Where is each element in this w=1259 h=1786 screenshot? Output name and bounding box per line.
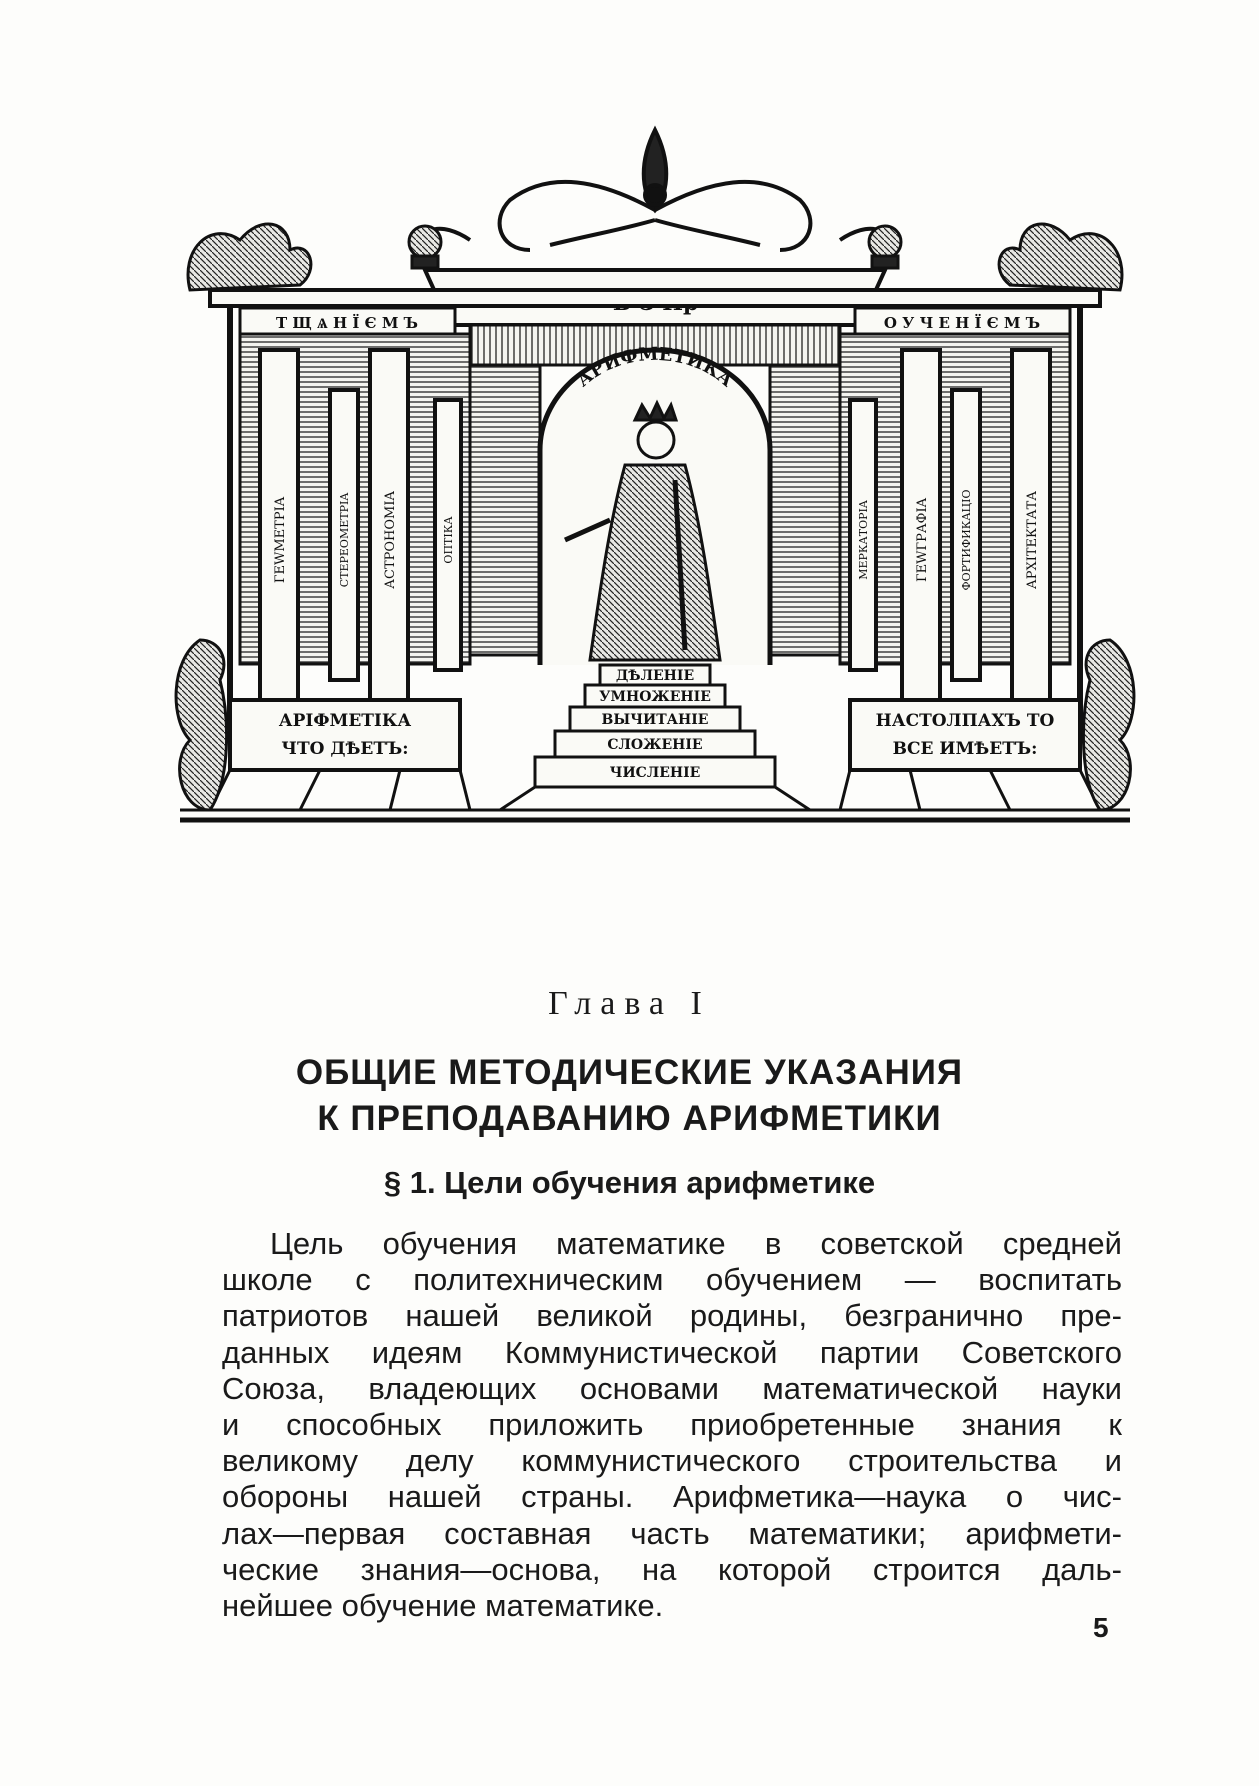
page-number: 5 <box>1093 1612 1109 1643</box>
plinth-left-line: ЧТО ДѢЕТЪ: <box>281 739 409 759</box>
scroll-ornament-left <box>176 640 227 810</box>
column-label: СТЕРЕОМЕТРIA <box>338 492 351 588</box>
paragraph-line: ческие знания—основа, на которой строится даль- <box>222 1551 1122 1587</box>
paragraph-line: данных идеям Коммунистической партии Советского <box>222 1334 1122 1370</box>
plinth-right-line: НАСТОЛПАХЪ ТО <box>875 711 1055 731</box>
paragraph-line: обороны нашей страны. Арифметика—наука о чис- <box>222 1479 1122 1515</box>
column-label: ГЕWГРАФIA <box>915 498 930 582</box>
column-label: АСТРОНОМIA <box>383 491 398 589</box>
plinth-right-line: ВСЕ ИМѢЕТЪ: <box>892 739 1038 759</box>
paragraph-line: великому делу коммунистического строительства и <box>222 1443 1122 1479</box>
paragraph-line: Цель обучения математике в советской средней <box>270 1226 1122 1261</box>
corner-ornament-left <box>188 224 441 290</box>
paragraph-line: нейшее обучение математике. <box>222 1588 664 1624</box>
step-label: ВЫЧИТАНIЕ <box>601 712 709 728</box>
column-label: ОПТIКА <box>442 516 455 564</box>
arch-inscription: АРИФМЕТИКА <box>572 343 738 392</box>
step-label: ЧИСЛЕНIЕ <box>609 765 701 781</box>
paragraph-line: лах—первая составная часть математики; арифмети- <box>222 1515 1122 1551</box>
column-label: ФОРТИФИКАЦIO <box>960 489 973 591</box>
corner-ornament-right <box>869 224 1122 290</box>
crest-ornament <box>424 130 886 250</box>
column-label: ГЕWМЕТРIA <box>273 496 288 584</box>
steps <box>535 665 775 787</box>
scroll-ornament-right <box>1083 640 1134 810</box>
step-label: УМНОЖЕНIЕ <box>599 689 711 705</box>
column-label: МЕРКАТОРIA <box>857 500 870 580</box>
chapter-label: Глава I <box>548 985 711 1022</box>
body-paragraph <box>222 1226 1122 1624</box>
paragraph-line: Союза, владеющих основами математической науки <box>222 1370 1122 1406</box>
paragraph-line: школе с политехническим обучением — воспитать <box>222 1262 1122 1298</box>
chapter-heading <box>0 1050 1259 1142</box>
paragraph-line: и способных приложить приобретенные знания к <box>222 1407 1122 1443</box>
chapter-heading-line: ОБЩИЕ МЕТОДИЧЕСКИЕ УКАЗАНИЯ <box>295 1053 964 1092</box>
arithmetic-frontispiece-engraving <box>170 120 1140 920</box>
step-label: СЛОЖЕНIЕ <box>607 737 703 753</box>
chapter-heading-line: К ПРЕПОДАВАНИЮ АРИФМЕТИКИ <box>317 1099 942 1138</box>
plinth-left-line: АРIФМЕТIКА <box>278 711 412 731</box>
column-label: АРХIТЕКТАТА <box>1025 490 1040 590</box>
banner-right-text: О У Ч Е Н Ї Є М Ъ <box>883 314 1041 332</box>
banner-left-text: Т Щ Ѧ Н Ї Є М Ъ <box>275 314 419 332</box>
section-title: § 1. Цели обучения арифметике <box>383 1165 876 1200</box>
step-label: ДѢЛЕНIЕ <box>615 668 695 684</box>
paragraph-line: патриотов нашей великой родины, безгранично пре- <box>222 1298 1122 1334</box>
